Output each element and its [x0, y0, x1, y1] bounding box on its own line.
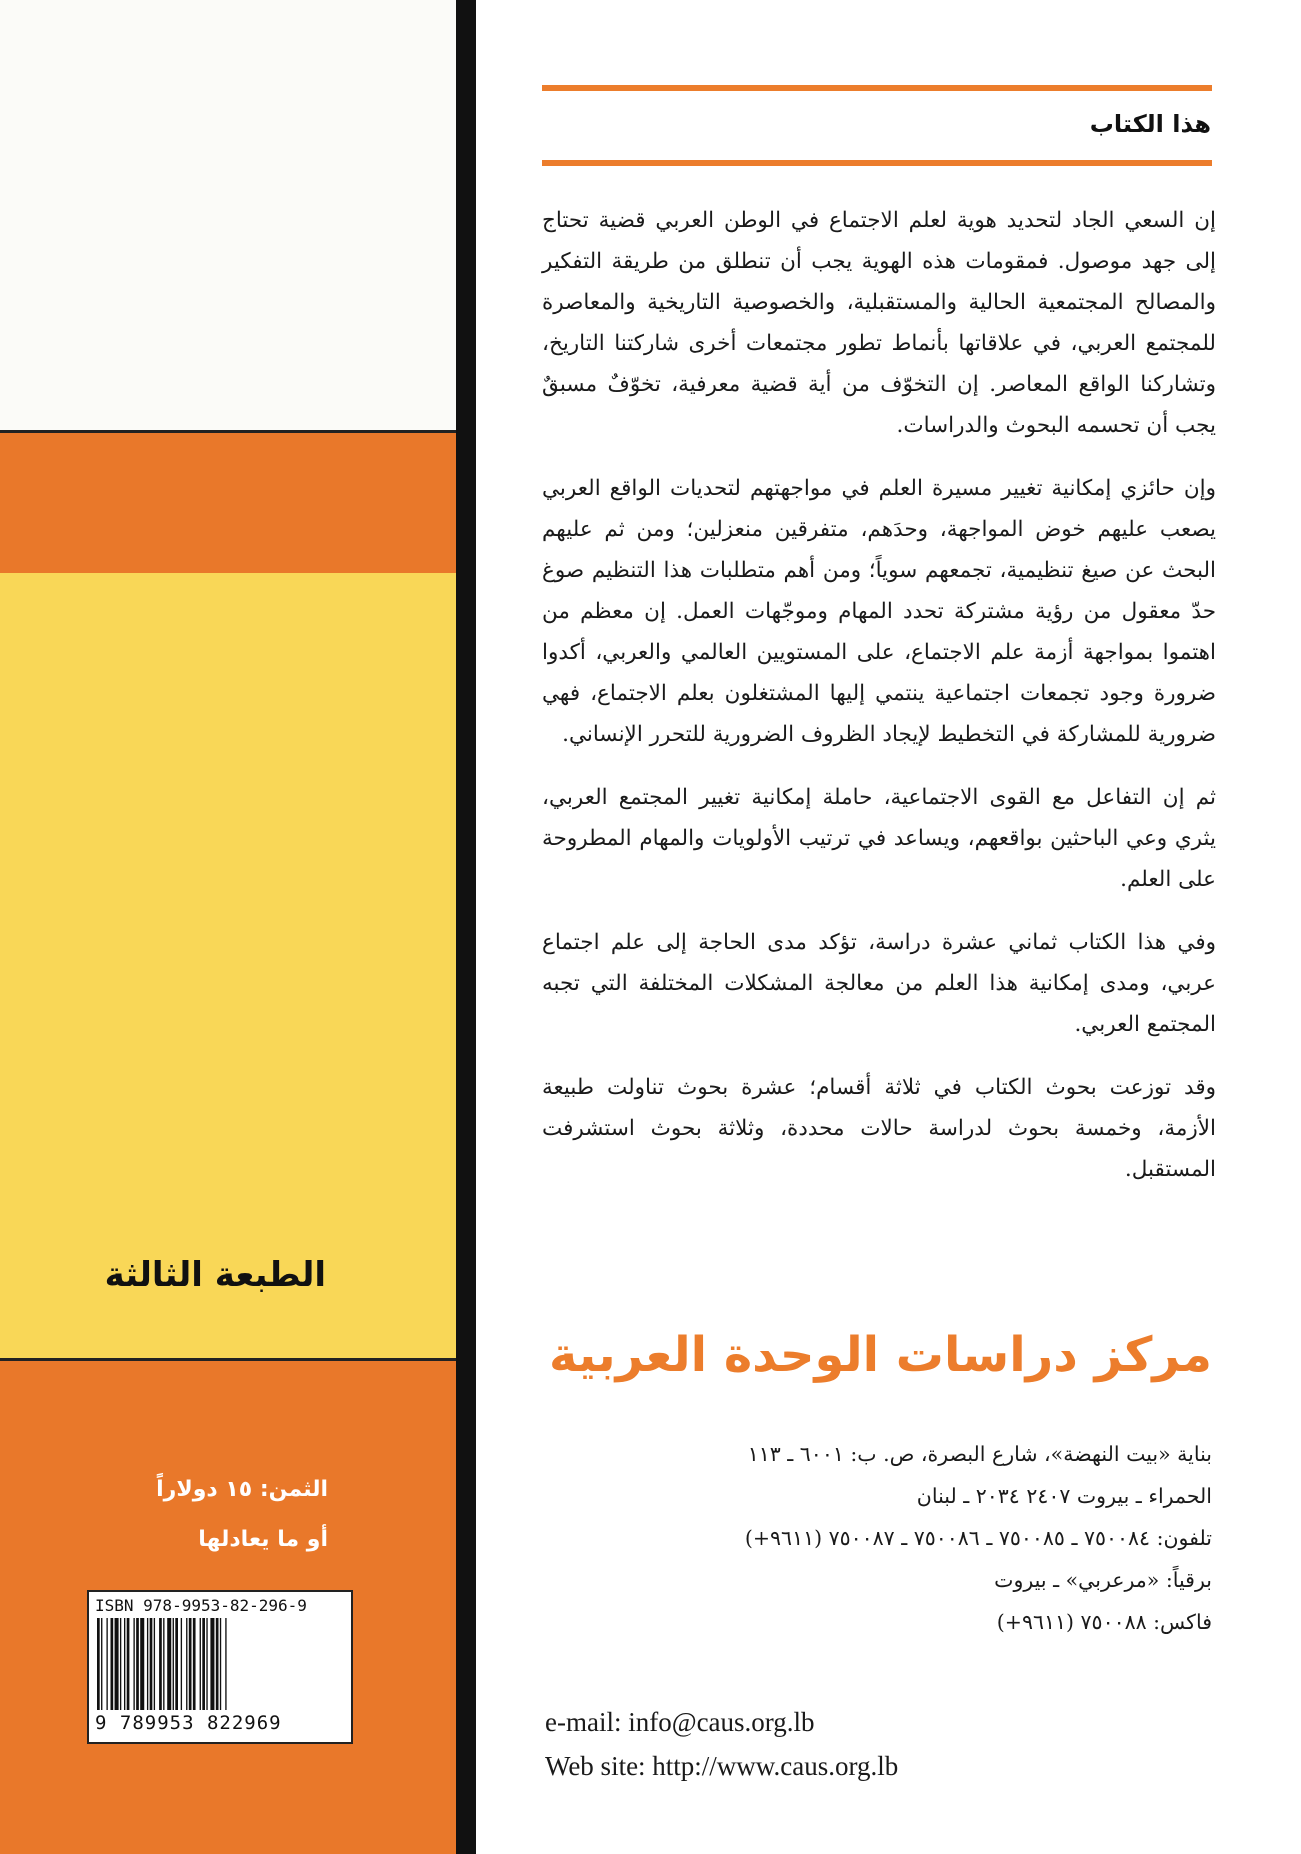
barcode — [87, 1590, 353, 1744]
email-line: e-mail: info@caus.org.lb — [545, 1707, 815, 1737]
paragraph: وقد توزعت بحوث الكتاب في ثلاثة أقسام؛ عشرة بحوث تناولت طبيعة الأزمة، وخمسة بحوث لدراسة حالات محددة، وثلاثة بحوث استشرفت المستقبل. — [542, 1075, 1216, 1182]
cable-line: برقياً: «مرعربي» ـ بيروت — [994, 1568, 1212, 1592]
edition-label: الطبعة الثالثة — [104, 1255, 326, 1295]
phone-line: تلفون: ٧٥٠٠٨٤ ـ ٧٥٠٠٨٥ ـ ٧٥٠٠٨٦ ـ ٧٥٠٠٨٧ (٩٦١١+) — [744, 1526, 1212, 1550]
paragraph: وفي هذا الكتاب ثماني عشرة دراسة، تؤكد مدى الحاجة إلى علم اجتماع عربي، ومدى إمكانية هذا العلم من معالجة المشكلات المختلفة التي تجبه المجتمع العربي. — [542, 930, 1216, 1037]
yellow-panel — [0, 573, 456, 1361]
title-underline-rule — [542, 160, 1212, 166]
orange-band-top — [0, 430, 456, 579]
web-contact — [545, 1700, 898, 1788]
barcode-bars — [95, 1618, 345, 1710]
publisher-name: مركز دراسات الوحدة العربية — [548, 1327, 1212, 1383]
paragraph: إن السعي الجاد لتحديد هوية لعلم الاجتماع في الوطن العربي قضية تحتاج إلى جهد موصول. فمقومات هذه الهوية يجب أن تنطلق من طريقة التفكير والمصالح المجتمعية الحالية والمستقبلية، والخصوصية التاريخية والمعاصرة للمجتمع العربي، في علاقاتها بأنماط تطور مجتمعات أخرى شاركتنا التاريخ، وتشاركنا الواقع المعاصر. إن التخوّف من أية قضية معرفية، تخوّفٌ مسبقٌ يجب أن تحسمه البحوث والدراسات. — [542, 208, 1216, 438]
paragraph: ثم إن التفاعل مع القوى الاجتماعية، حاملة إمكانية تغيير المجتمع العربي، يثري وعي الباحثين بواقعهم، ويساعد في ترتيب الأولويات والمهام المطروحة على العلم. — [542, 785, 1216, 892]
top-rule — [542, 85, 1212, 91]
address-line: الحمراء ـ بيروت ٢٤٠٧ ٢٠٣٤ ـ لبنان — [916, 1484, 1212, 1508]
contact-block — [542, 1433, 1212, 1643]
address-line: بناية «بيت النهضة»، شارع البصرة، ص. ب: ٦٠٠١ ـ ١١٣ — [747, 1442, 1212, 1466]
book-description — [542, 200, 1216, 1212]
website-line: Web site: http://www.caus.org.lb — [545, 1751, 899, 1781]
price-line: الثمن: ١٥ دولاراً — [156, 1477, 328, 1502]
fax-line: فاكس: ٧٥٠٠٨٨ (٩٦١١+) — [996, 1610, 1212, 1634]
spine-divider-bar — [456, 0, 476, 1854]
section-title: هذا الكتاب — [1089, 110, 1211, 138]
barcode-digits: 9 789953 822969 — [95, 1712, 282, 1734]
price-block — [118, 1465, 328, 1565]
isbn-label: ISBN 978-9953-82-296-9 — [95, 1596, 307, 1615]
price-equivalent: أو ما يعادلها — [198, 1527, 328, 1552]
paragraph: وإن حائزي إمكانية تغيير مسيرة العلم في مواجهتهم لتحديات الواقع العربي يصعب عليهم خوض المواجهة، وحدَهم، متفرقين منعزلين؛ ومن ثم عليهم البحث عن صيغ تنظيمية، تجمعهم سوياً؛ ومن أهم متطلبات هذا التنظيم صوغ حدّ معقول من رؤية مشتركة تحدد المهام وموجّهات العمل. إن معظم من اهتموا بمواجهة أزمة علم الاجتماع، على المستويين العالمي والعربي، أكدوا ضرورة وجود تجمعات اجتماعية ينتمي إليها المشتغلون بعلم الاجتماع، فهي ضرورية للمشاركة في التخطيط لإيجاد الظروف الضرورية للتحرر الإنساني. — [542, 476, 1216, 747]
